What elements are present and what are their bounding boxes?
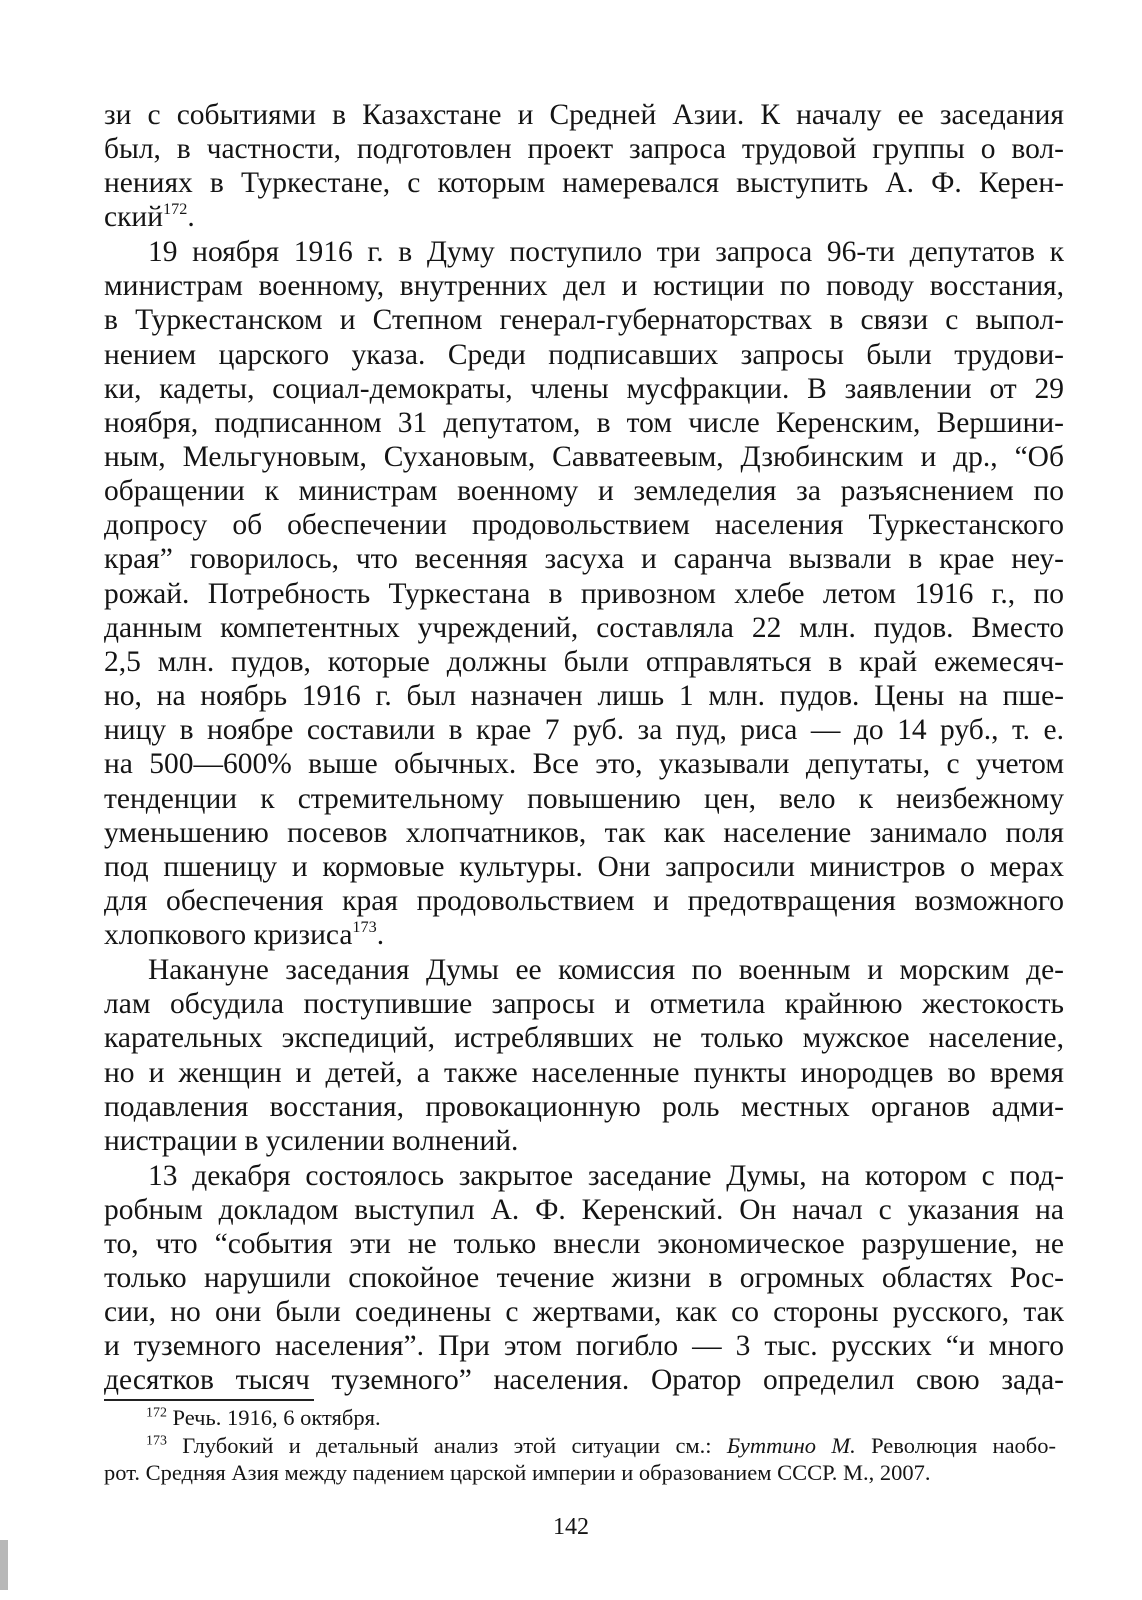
footnote-ref-172[interactable]: 172 xyxy=(163,199,188,218)
body-line: уменьшению посевов хлопчатников, так как население занимало поля xyxy=(104,817,1064,849)
scan-edge-mark xyxy=(0,1540,8,1590)
body-line: нистрации в усилении волнений. xyxy=(104,1125,519,1157)
body-line: в Туркестанском и Степном генерал-губернаторствах в связи с выпол- xyxy=(104,304,1064,336)
body-line: ноября, подписанном 31 депутатом, в том числе Керенским, Вершини- xyxy=(104,407,1064,439)
body-line: министрам военному, внутренних дел и юстиции по поводу восстания, xyxy=(104,270,1064,302)
body-line: нением царского указа. Среди подписавших запросы были трудови- xyxy=(104,339,1064,371)
footnote-divider xyxy=(104,1399,314,1401)
body-line: 2,5 млн. пудов, которые должны были отправляться в край ежемесяч- xyxy=(104,646,1064,678)
period: . xyxy=(187,201,195,233)
body-line: под пшеницу и кормовые культуры. Они запросили министров о мерах xyxy=(104,851,1064,883)
body-line: ным, Мельгуновым, Сухановым, Савватеевым, Дзюбинским и др., “Об xyxy=(104,441,1064,473)
body-line: только нарушили спокойное течение жизни в огромных областях Рос- xyxy=(104,1262,1064,1294)
body-line xyxy=(104,918,1064,952)
body-line: ки, кадеты, социал-демократы, члены мусфракции. В заявлении от 29 xyxy=(104,373,1064,405)
body-line: был, в частности, подготовлен проект запроса трудовой группы о вол- xyxy=(104,133,1064,165)
body-line: Накануне заседания Думы ее комиссия по военным и морским де- xyxy=(148,954,1064,986)
body-line: робным докладом выступил А. Ф. Керенский. Он начал с указания на xyxy=(104,1194,1064,1226)
body-line: допросу об обеспечении продовольствием населения Туркестанского xyxy=(104,509,1064,541)
period: . xyxy=(376,919,385,951)
body-line: но, на ноябрь 1916 г. был назначен лишь 1 млн. пудов. Цены на пше- xyxy=(104,680,1064,712)
footnote-marker: 173 xyxy=(146,1433,167,1449)
page-number: 142 xyxy=(553,1514,589,1540)
body-line: ницу в ноябре составили в крае 7 руб. за пуд, риса — до 14 руб., т. е. xyxy=(104,714,1064,746)
footnote-rest: Революция наобо- xyxy=(871,1433,1056,1458)
body-line: но и женщин и детей, а также населенные пункты инородцев во время xyxy=(104,1057,1064,1089)
footnote-text: Речь. 1916, 6 октября. xyxy=(172,1405,381,1430)
body-line: нениях в Туркестане, с которым намеревался выступить А. Ф. Керен- xyxy=(104,167,1064,199)
footnote-lead: Глубокий и детальный анализ этой ситуации см.: xyxy=(182,1433,712,1458)
body-line: карательных экспедиций, истреблявших не только мужское население, xyxy=(104,1022,1064,1054)
body-line: для обеспечения края продовольствием и предотвращения возможного xyxy=(104,885,1064,917)
body-line: обращении к министрам военному и земледелия за разъяснением по xyxy=(104,475,1064,507)
body-line: и туземного населения”. При этом погибло — 3 тыс. русских “и много xyxy=(104,1330,1064,1362)
body-line: то, что “события эти не только внесли экономическое разрушение, не xyxy=(104,1228,1064,1260)
footnote-173-continued: рот. Средняя Азия между падением царской империи и образованием СССР. М., 2007. xyxy=(104,1460,931,1485)
body-line: лам обсудила поступившие запросы и отметила крайнюю жестокость xyxy=(104,988,1064,1020)
body-line-text: хлопкового кризиса xyxy=(104,919,353,951)
body-line: десятков тысяч туземного” населения. Оратор определил свою зада- xyxy=(104,1364,1064,1396)
body-line: тенденции к стремительному повышению цен, вело к неизбежному xyxy=(104,783,1064,815)
footnote-marker: 172 xyxy=(146,1405,167,1421)
body-line-text: ский xyxy=(104,201,163,233)
footnote-ref-173[interactable]: 173 xyxy=(352,917,377,936)
body-line: зи с событиями в Казахстане и Средней Азии. К началу ее заседания xyxy=(104,99,1064,131)
body-line: подавления восстания, провокационную роль местных органов адми- xyxy=(104,1091,1064,1123)
body-line: данным компетентных учреждений, составляла 22 млн. пудов. Вместо xyxy=(104,612,1064,644)
footnote-author: Буттино М. xyxy=(726,1433,856,1458)
footnote-173 xyxy=(146,1432,1056,1459)
body-line: 19 ноября 1916 г. в Думу поступило три запроса 96-ти депутатов к xyxy=(148,236,1064,268)
body-line: на 500—600% выше обычных. Все это, указывали депутаты, с учетом xyxy=(104,748,1064,780)
body-line: сии, но они были соединены с жертвами, как со стороны русского, так xyxy=(104,1296,1064,1328)
body-line xyxy=(104,200,1064,234)
footnote-172 xyxy=(146,1404,1056,1431)
body-line: края” говорилось, что весенняя засуха и саранча вызвали в крае неу- xyxy=(104,543,1064,575)
body-line: рожай. Потребность Туркестана в привозном хлебе летом 1916 г., по xyxy=(104,578,1064,610)
body-line: 13 декабря состоялось закрытое заседание Думы, на котором с под- xyxy=(148,1160,1064,1192)
